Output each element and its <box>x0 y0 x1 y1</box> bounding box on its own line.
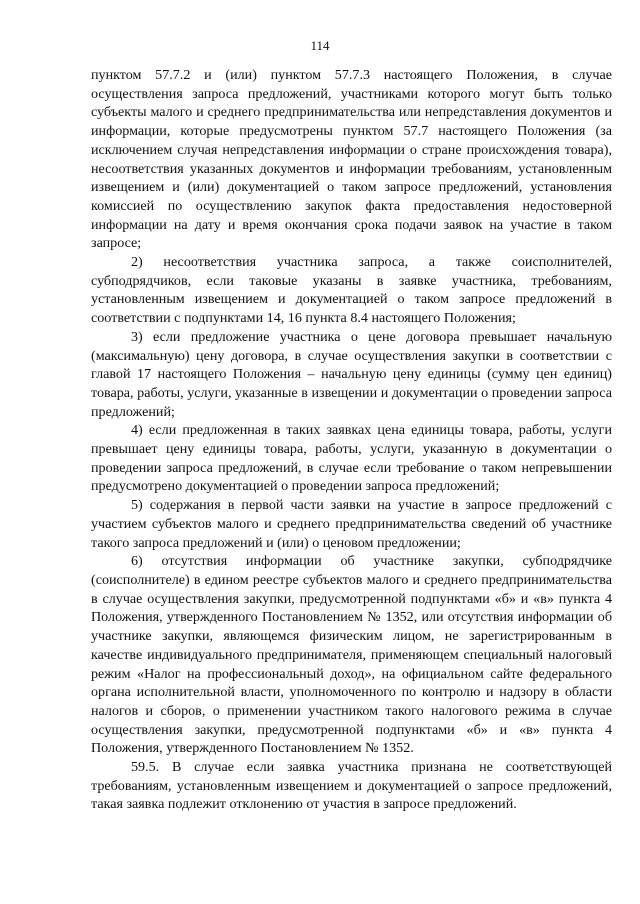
paragraph-continuation: пунктом 57.7.2 и (или) пунктом 57.7.3 настоящего Положения, в случае осуществления запроса предложений, участниками которого могут быть только субъекты малого и среднего предпринимательства или непредставления документов и информации, которые предусмотрены пунктом 57.7 настоящего Положения (за исключением случая непредставления информации о стране происхождения товара), несоответствия указанных документов и информации требованиям, установленным извещением и (или) документацией о таком запросе предложений, установления комиссией по осуществлению закупок факта предоставления недостоверной информации на дату и время окончания срока подачи заявок на участие в таком запросе; <box>91 67 612 252</box>
paragraph-item-4: 4) если предложенная в таких заявках цена единицы товара, работы, услуги превышает цену единицы товара, работы, услуги, указанную в документации о проведении запроса предложений, в случае если требование о таком непревышении предусмотрено документацией о проведении запроса предложений; <box>91 422 612 495</box>
paragraph-item-3: 3) если предложение участника о цене договора превышает начальную (максимальную) цену договора, в случае осуществления закупки в соответствии с главой 17 настоящего Положения – начальную цену единицы (сумму цен единиц) товара, работы, услуги, указанные в извещении и документации о проведении запроса предложений; <box>91 328 612 420</box>
paragraph-item-2: 2) несоответствия участника запроса, а также соисполнителей, субподрядчиков, если таковые указаны в заявке участника, требованиям, установленным извещением и документацией о таком запросе предложений в соответствии с подпунктами 14, 16 пункта 8.4 настоящего Положения; <box>91 254 612 327</box>
page-number: 114 <box>310 38 330 53</box>
paragraph-item-6: 6) отсутствия информации об участнике закупки, субподрядчике (соисполнителе) в едином реестре субъектов малого и среднего предпринимательства в случае осуществления закупки, предусмотренной подпунктами «б» и «в» пункта 4 Положения, утвержденного Постановлением № 1352, или отсутствия информации об участнике закупки, являющемся физическим лицом, не зарегистрированным в качестве индивидуального предпринимателя, применяющем специальный налоговый режим «Налог на профессиональный доход», на официальном сайте федерального органа исполнительной власти, уполномоченного по контролю и надзору в области налогов и сборов, о применении участником такого налогового режима в случае осуществления закупки, предусмотренной подпунктами «б» и «в» пункта 4 Положения, утвержденного Постановлением № 1352. <box>91 553 612 757</box>
paragraph-clause-59-5: 59.5. В случае если заявка участника признана не соответствующей требованиям, установленным извещением и документацией о запросе предложений, такая заявка подлежит отклонению от участия в запросе предложений. <box>91 759 612 813</box>
paragraph-item-5: 5) содержания в первой части заявки на участие в запросе предложений с участием субъектов малого и среднего предпринимательства сведений об участнике такого запроса предложений и (или) о ценовом предложении; <box>91 497 612 551</box>
document-body <box>91 66 612 814</box>
